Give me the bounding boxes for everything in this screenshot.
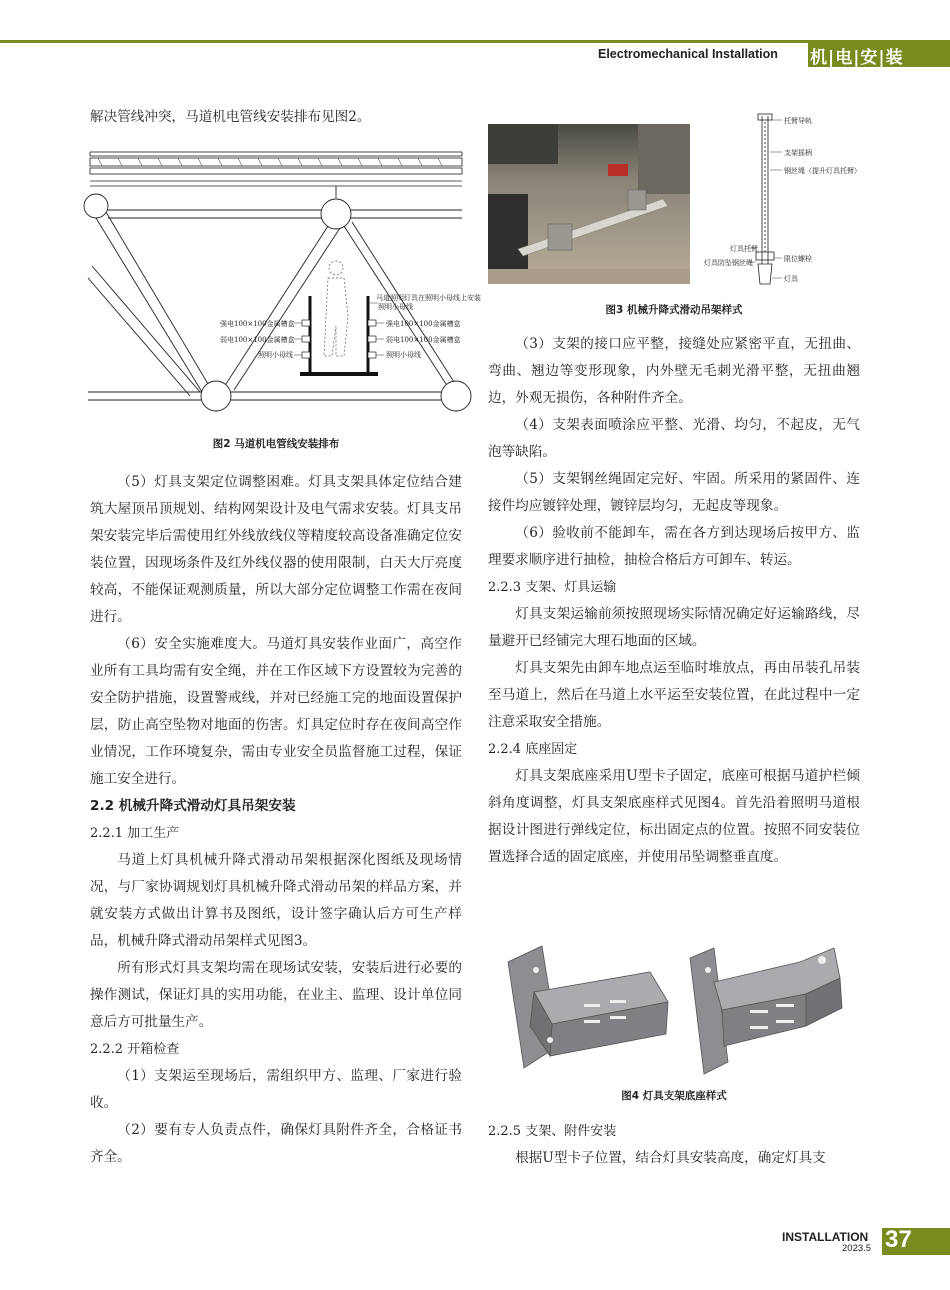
figure-2-diagram: [88, 146, 481, 428]
para-left-5: （5）灯具支架定位调整困难。灯具支架具体定位结合建筑大屋顶吊顶规划、结构网架设计及电气需求安装。灯具支吊架安装完毕后需使用红外线放线仪等精度较高设备准确定位安装位置，因现场条件及红外线仪器的使用限制，白天大厅亮度较高，不能保证观测质量，所以大部分定位调整工作需在夜间进行。: [90, 474, 462, 625]
right-column-tail: [488, 1118, 860, 1172]
heading-2-2-5: 2.2.5 支架、附件安装: [488, 1124, 617, 1139]
para-right-6: （6）验收前不能卸车，需在各方到达现场后按甲方、监理要求顺序进行抽检，抽检合格后方可卸车、转运。: [488, 525, 860, 568]
left-column: [90, 104, 462, 131]
figure-2-caption: 图2 马道机电管线安装排布: [212, 438, 340, 450]
page-number: 37: [885, 1226, 912, 1253]
heading-2-2-2: 2.2.2 开箱检查: [90, 1042, 180, 1057]
figure-3-caption: 图3 机械升降式滑动吊架样式: [605, 304, 743, 316]
figure-3-schematic: [700, 112, 866, 292]
para-right-4: （4）支架表面喷涂应平整、光滑、均匀，不起皮，无气泡等缺陷。: [488, 417, 860, 460]
intro-paragraph: 解决管线冲突，马道机电管线安装排布见图2。: [90, 109, 371, 125]
journal-name-cn: 机|电|安|装: [810, 48, 904, 68]
para-2-2-1-b: 所有形式灯具支架均需在现场试安装，安装后进行必要的操作测试，保证灯具的实用功能，在业主、监理、设计单位同意后方可批量生产。: [90, 960, 462, 1030]
label-crank: 支架摇柄: [784, 149, 812, 157]
figure-4-caption: 图4 灯具支架底座样式: [621, 1090, 727, 1102]
heading-2-2: 2.2 机械升降式滑动灯具吊架安装: [90, 798, 296, 814]
heading-2-2-1: 2.2.1 加工生产: [90, 826, 180, 841]
footer-issue-date: 2023.5: [842, 1243, 872, 1254]
label-limit-bolt: 限位螺栓: [784, 255, 812, 263]
para-right-5: （5）支架钢丝绳固定完好、牢固。所采用的紧固件、连接件均应镀锌处理，镀锌层均匀，无起皮等现象。: [488, 471, 860, 514]
label-wire-rope: 钢丝绳（提升灯具托臂）: [784, 167, 861, 175]
label-busbar-left: 照明小母线: [258, 351, 293, 359]
heading-2-2-3: 2.2.3 支架、灯具运输: [488, 580, 617, 595]
figure-4-brackets: [500, 942, 860, 1074]
label-strong-tray-right: 强电100×100金属槽盒: [386, 320, 461, 328]
label-strong-tray-left: 强电100×100金属槽盒: [220, 320, 295, 328]
label-weak-tray-right: 弱电100×100金属槽盒: [386, 336, 461, 344]
catwalk-frame: [300, 296, 378, 374]
right-column-body: [488, 331, 860, 871]
para-2-2-4: 灯具支架底座采用U型卡子固定，底座可根据马道护栏倾斜角度调整，灯具支架底座样式见图4。首先沿着照明马道根据设计图进行弹线定位，标出固定点的位置。按照不同安装位置选择合适的固定底座，并使用吊坠调整垂直度。: [488, 768, 860, 865]
journal-name-en: Electromechanical Installation: [598, 47, 778, 61]
para-2-2-2-b: （2）要有专人负责点件，确保灯具附件齐全，合格证书齐全。: [90, 1122, 462, 1165]
label-lamp-arm: 灯具托臂: [730, 245, 758, 253]
footer-journal-label: INSTALLATION: [782, 1230, 869, 1244]
label-arm-rail: 托臂导轨: [784, 117, 812, 125]
bracket-right: [690, 948, 842, 1074]
label-weak-tray-left: 弱电100×100金属槽盒: [220, 336, 295, 344]
bracket-left: [508, 946, 668, 1068]
label-fall-rope: 灯具防坠钢丝绳: [704, 259, 753, 267]
label-busbar-right: 照明小母线: [386, 351, 421, 359]
label-lamp: 灯具: [784, 275, 798, 283]
label-lamp-on-busbar: 马道照明灯具在照明小母线上安装: [376, 294, 481, 302]
label-busbar-right-top: 照明小母线: [378, 303, 413, 311]
para-2-2-3-a: 灯具支架运输前须按照现场实际情况确定好运输路线，尽量避开已经铺完大理石地面的区域。: [488, 606, 860, 649]
catwalk-figure: [324, 261, 348, 356]
roof-deck: [90, 152, 462, 186]
para-2-2-3-b: 灯具支架先由卸车地点运至临时堆放点，再由吊装孔吊装至马道上，然后在马道上水平运至安装位置，在此过程中一定注意采取安全措施。: [488, 660, 860, 730]
para-2-2-5: 根据U型卡子位置，结合灯具安装高度，确定灯具支: [515, 1150, 826, 1166]
heading-2-2-4: 2.2.4 底座固定: [488, 742, 578, 757]
left-column-body: [90, 469, 462, 1171]
para-left-6: （6）安全实施难度大。马道灯具安装作业面广，高空作业所有工具均需有安全绳，并在工作区域下方设置较为完善的安全防护措施，设置警戒线，并对已经施工完的地面设置保护层，防止高空坠物对地面的伤害。灯具定位时存在夜间高空作业情况，工作环境复杂，需由专业安全员监督施工过程，保证施工安全进行。: [90, 636, 462, 787]
para-2-2-2-a: （1）支架运至现场后，需组织甲方、监理、厂家进行验收。: [90, 1068, 462, 1111]
figure-3-photo: [488, 124, 690, 284]
para-right-3: （3）支架的接口应平整，接缝处应紧密平直，无扭曲、弯曲、翘边等变形现象，内外壁无毛刺光滑平整，无扭曲翘边，外观无损伤，各种附件齐全。: [488, 336, 860, 406]
para-2-2-1-a: 马道上灯具机械升降式滑动吊架根据深化图纸及现场情况，与厂家协调规划灯具机械升降式滑动吊架的样品方案，并就安装方式做出计算书及图纸，设计签字确认后方可生产样品，机械升降式滑动吊架样式见图3。: [90, 852, 462, 949]
